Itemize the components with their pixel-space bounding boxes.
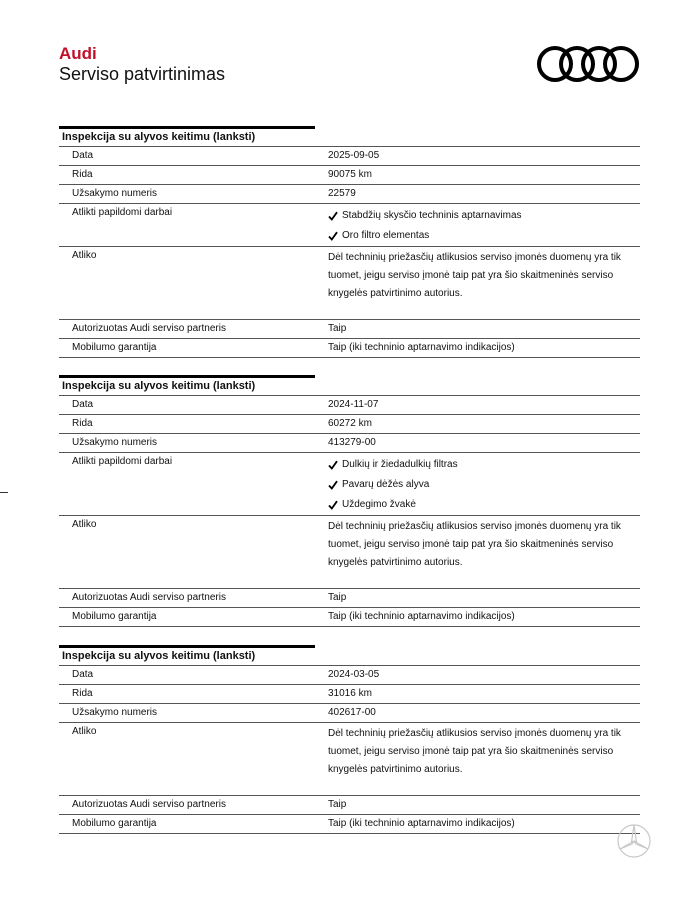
label-date: Data <box>72 669 94 680</box>
value-order: 402617-00 <box>328 707 376 718</box>
extra-works-list <box>328 206 522 246</box>
work-item <box>328 226 522 246</box>
work-item-label: Uždegimo žvakė <box>342 499 416 510</box>
work-item <box>328 495 458 515</box>
mercedes-star-watermark-icon <box>615 822 653 860</box>
label-performed-by: Atliko <box>72 726 97 737</box>
row-mobility <box>59 608 640 627</box>
row-order <box>59 185 640 204</box>
work-item <box>328 475 458 495</box>
value-mobility: Taip (iki techninio aptarnavimo indikacijos) <box>328 342 515 353</box>
row-order <box>59 434 640 453</box>
row-mileage <box>59 415 640 434</box>
row-date <box>59 396 640 415</box>
brand-name: Audi <box>59 44 97 63</box>
label-extra-works: Atlikti papildomi darbai <box>72 456 173 467</box>
checkmark-icon <box>328 231 338 241</box>
label-mobility: Mobilumo garantija <box>72 611 157 622</box>
section-title: Inspekcija su alyvos keitimu (lanksti) <box>59 378 640 396</box>
row-authorized-partner <box>59 589 640 608</box>
section-title: Inspekcija su alyvos keitimu (lanksti) <box>59 129 640 147</box>
value-date: 2024-11-07 <box>328 399 379 410</box>
label-extra-works: Atlikti papildomi darbai <box>72 207 173 218</box>
label-authorized-partner: Autorizuotas Audi serviso partneris <box>72 799 226 810</box>
value-authorized-partner: Taip <box>328 592 347 603</box>
label-date: Data <box>72 399 94 410</box>
value-performed-by: Dėl techninių priežasčių atlikusios serviso įmonės duomenų yra tik tuomet, jeigu serviso įmonė taip pat yra šio skaitmeninės serviso knygelės patvirtinimo autorius. <box>328 521 621 568</box>
label-order: Užsakymo numeris <box>72 707 158 718</box>
work-item-label: Pavarų dėžės alyva <box>342 479 430 490</box>
value-mileage: 31016 km <box>328 688 372 699</box>
value-order: 413279-00 <box>328 437 376 448</box>
row-date <box>59 666 640 685</box>
label-order: Užsakymo numeris <box>72 188 158 199</box>
page-title: Serviso patvirtinimas <box>59 64 226 84</box>
section-title: Inspekcija su alyvos keitimu (lanksti) <box>59 648 640 666</box>
work-item-label: Dulkių ir žiedadulkių filtras <box>342 459 458 470</box>
work-item <box>328 206 522 226</box>
service-record-3 <box>59 645 640 834</box>
extra-works-list <box>328 455 458 515</box>
row-extra-works <box>59 453 640 516</box>
label-mileage: Rida <box>72 169 93 180</box>
checkmark-icon <box>328 211 338 221</box>
checkmark-icon <box>328 460 338 470</box>
label-order: Užsakymo numeris <box>72 437 158 448</box>
label-mileage: Rida <box>72 418 93 429</box>
row-mileage <box>59 166 640 185</box>
row-date <box>59 147 640 166</box>
label-performed-by: Atliko <box>72 250 97 261</box>
row-performed-by <box>59 516 640 589</box>
label-authorized-partner: Autorizuotas Audi serviso partneris <box>72 323 226 334</box>
checkmark-icon <box>328 480 338 490</box>
value-performed-by: Dėl techninių priežasčių atlikusios serviso įmonės duomenų yra tik tuomet, jeigu serviso įmonė taip pat yra šio skaitmeninės serviso knygelės patvirtinimo autorius. <box>328 252 621 299</box>
row-performed-by <box>59 247 640 320</box>
label-authorized-partner: Autorizuotas Audi serviso partneris <box>72 592 226 603</box>
row-authorized-partner <box>59 320 640 339</box>
label-mobility: Mobilumo garantija <box>72 818 157 829</box>
value-mileage: 90075 km <box>328 169 372 180</box>
work-item-label: Stabdžių skysčio techninis aptarnavimas <box>342 210 522 221</box>
value-date: 2024-03-05 <box>328 669 380 680</box>
checkmark-icon <box>328 500 338 510</box>
audi-rings-icon <box>536 44 640 84</box>
label-mobility: Mobilumo garantija <box>72 342 157 353</box>
label-performed-by: Atliko <box>72 519 97 530</box>
row-authorized-partner <box>59 796 640 815</box>
work-item-label: Oro filtro elementas <box>342 230 430 241</box>
value-date: 2025-09-05 <box>328 150 380 161</box>
value-mobility: Taip (iki techninio aptarnavimo indikacijos) <box>328 818 515 829</box>
service-record-1 <box>59 126 640 358</box>
service-record-2 <box>59 375 640 627</box>
value-authorized-partner: Taip <box>328 799 347 810</box>
value-mobility: Taip (iki techninio aptarnavimo indikacijos) <box>328 611 515 622</box>
margin-tick <box>0 492 8 493</box>
row-mileage <box>59 685 640 704</box>
row-mobility <box>59 815 640 834</box>
value-order: 22579 <box>328 188 356 199</box>
row-order <box>59 704 640 723</box>
label-mileage: Rida <box>72 688 93 699</box>
work-item <box>328 455 458 475</box>
row-performed-by <box>59 723 640 796</box>
row-extra-works <box>59 204 640 247</box>
label-date: Data <box>72 150 94 161</box>
row-mobility <box>59 339 640 358</box>
value-mileage: 60272 km <box>328 418 372 429</box>
value-performed-by: Dėl techninių priežasčių atlikusios serviso įmonės duomenų yra tik tuomet, jeigu serviso įmonė taip pat yra šio skaitmeninės serviso knygelės patvirtinimo autorius. <box>328 728 621 775</box>
value-authorized-partner: Taip <box>328 323 347 334</box>
